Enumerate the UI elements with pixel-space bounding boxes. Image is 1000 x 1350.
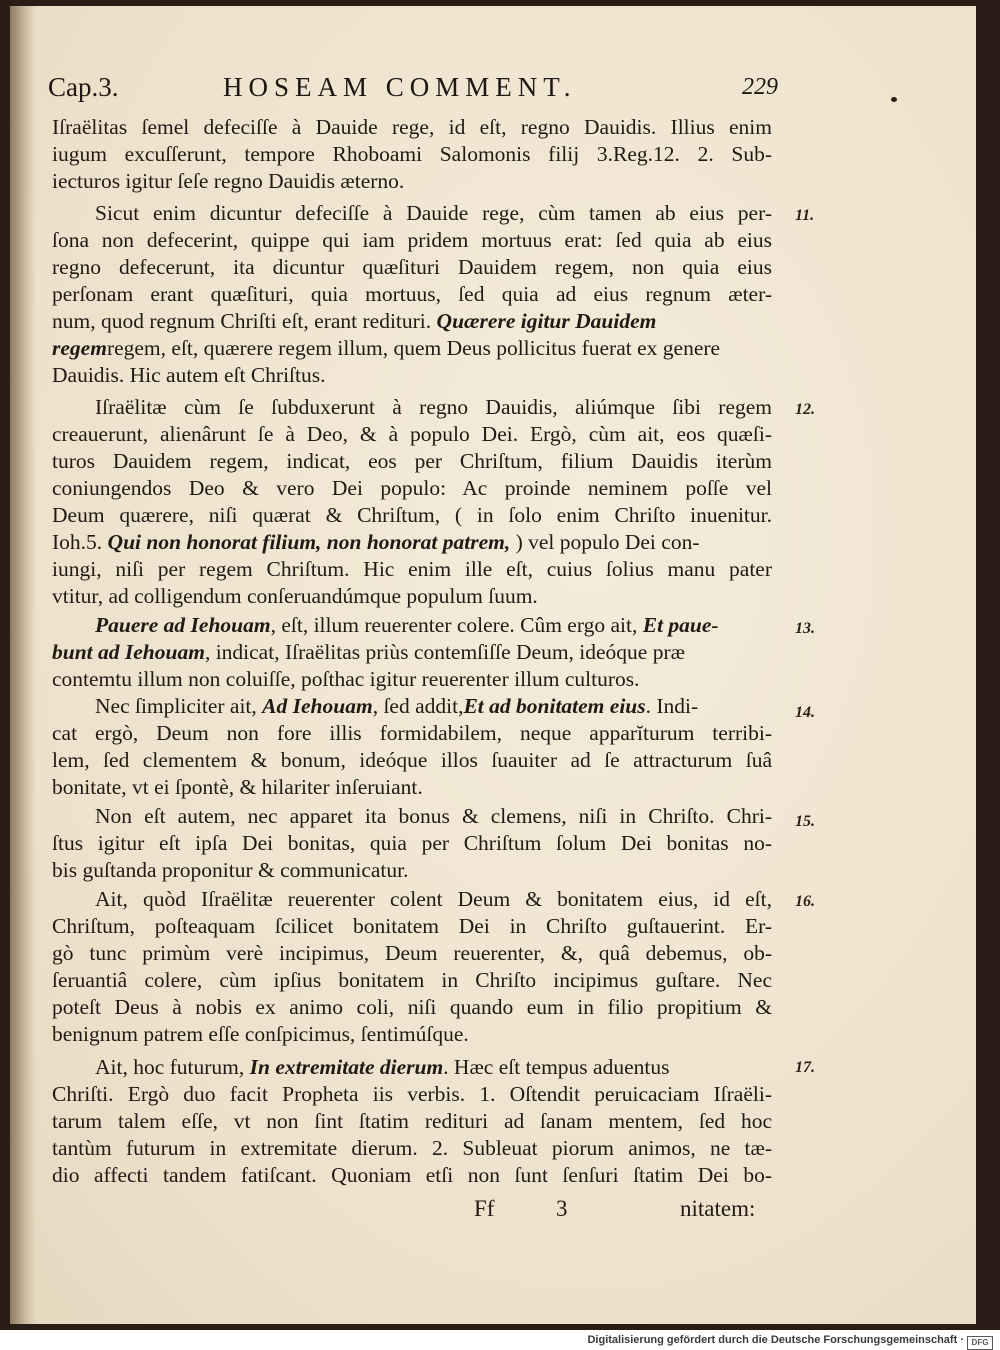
text-line: coniungendos Deo & vero Dei populo: Ac proinde neminem poſſe vel — [52, 476, 772, 500]
text-line: Chriſti. Ergò duo facit Propheta iis verbis. 1. Oſtendit peruicaciam Iſraëli- — [52, 1082, 772, 1106]
text-line: lem, ſed clementem & bonum, ideóque illos ſuauiter ad ſe attracturum ſuâ — [52, 748, 772, 772]
text-run: . Indi- — [645, 694, 699, 718]
margin-number: 13. — [795, 620, 815, 637]
text-line: turos Dauidem regem, indicat, eos per Chriſtum, filium Dauidis iterùm — [52, 449, 772, 473]
text-line: poteſt Deus à nobis ex animo coli, niſi quando eum in filio propitium & — [52, 995, 772, 1019]
margin-number: 15. — [795, 813, 815, 830]
ink-spot — [891, 97, 897, 102]
text-run: Ioh.5. — [52, 530, 103, 554]
italic-quote: bunt ad Iehouam — [52, 640, 205, 664]
text-line: contemtu illum non coluiſſe, poſthac igitur reuerenter illum culturos. — [52, 667, 640, 691]
italic-quote: Et paue- — [642, 613, 719, 637]
text-run: Ait, hoc futurum, — [95, 1055, 245, 1079]
catchword: nitatem: — [680, 1196, 756, 1221]
text-line — [95, 693, 772, 719]
page-gutter-shadow — [10, 6, 36, 1324]
italic-quote: In extremitate dierum — [249, 1055, 444, 1079]
text-run: Nec ſimpliciter ait, — [95, 694, 257, 718]
italic-quote: Quærere igitur Dauidem — [436, 309, 657, 333]
text-line: cat ergò, Deum non fore illis formidabilem, neque apparĭturum terribi- — [52, 721, 772, 745]
text-line: bonitate, vt ei ſpontè, & hilariter inſeruiant. — [52, 775, 423, 799]
text-line: iugum excuſſerunt, tempore Rhoboami Salomonis filij 3.Reg.12. 2. Sub- — [52, 142, 772, 166]
text-line — [52, 529, 772, 555]
text-line: Dauidis. Hic autem eſt Chriſtus. — [52, 363, 326, 387]
margin-number: 16. — [795, 893, 815, 910]
folio-number: 229 — [742, 74, 778, 100]
text-line — [52, 335, 772, 361]
credit-text: Digitalisierung gefördert durch die Deutsche Forschungsgemeinschaft — [587, 1334, 958, 1346]
text-line: Chriſtum, poſteaquam ſcilicet bonitatem Dei in Chriſto guſtauerint. Er- — [52, 914, 772, 938]
text-line — [52, 639, 772, 665]
text-line: perſonam erant quæſituri, quia mortuus, ſed quia ad eius regnum æter- — [52, 282, 772, 306]
margin-number: 12. — [795, 401, 815, 418]
text-line: ſeruantiâ colere, cùm ipſius bonitatem in Chriſto incipimus guſtare. Nec — [52, 968, 772, 992]
text-line: gò tunc primùm verè incipimus, Deum reuerenter, &, quâ debemus, ob- — [52, 941, 772, 965]
text-line: ſtus igitur eſt ipſa Dei bonitas, quia per Chriſtum ſolum Dei bonitas no- — [52, 831, 772, 855]
italic-quote: Qui non honorat filium, non honorat patrem, — [107, 530, 511, 554]
running-title: HOSEAM COMMENT. — [223, 72, 577, 102]
text-line: regno defecerunt, ita dicuntur quæſituri Dauidem regem, non quia eius — [52, 255, 772, 279]
text-line — [52, 308, 772, 334]
text-line: creauerunt, alienârunt ſe à Deo, & à populo Dei. Ergò, cùm ait, eos quæſi- — [52, 422, 772, 446]
text-line: tantùm futurum in extremitate dierum. 2. Subleuat piorum animos, ne tæ- — [52, 1136, 772, 1160]
margin-number: 17. — [795, 1059, 815, 1076]
digitization-credit: Digitalisierung gefördert durch die Deutsche Forschungsgemeinschaft · DFG — [575, 1334, 993, 1350]
italic-quote: Ad Iehouam — [262, 694, 373, 718]
text-line: Non eſt autem, nec apparet ita bonus & clemens, niſi in Chriſto. Chri- — [95, 804, 772, 828]
text-line: tarum talem eſſe, vt non ſint ſtatim redituri ad ſanam mentem, ſed hoc — [52, 1109, 772, 1133]
text-line: dio affecti tandem fatiſcant. Quoniam etſi non ſunt ſenſuri ſtatim Dei bo- — [52, 1163, 772, 1187]
running-header — [48, 72, 778, 106]
italic-quote: regem — [52, 336, 107, 360]
text-line: Ait, quòd Iſraëlitæ reuerenter colent Deum & bonitatem eius, id eſt, — [95, 887, 772, 911]
text-line: ſona non defecerint, quippe qui iam pridem mortuus erat: ſed quia ab eius — [52, 228, 772, 252]
text-run: , ſed addit, — [372, 694, 464, 718]
signature-mark: Ff — [474, 1196, 495, 1221]
text-line: iecturos igitur ſeſe regno Dauidis æterno. — [52, 169, 405, 193]
text-run: , indicat, Iſraëlitas priùs contemſiſſe Deum, ideóque præ — [204, 640, 685, 664]
text-run: , eſt, illum reuerenter colere. Cûm ergo ait, — [270, 613, 638, 637]
margin-number: 14. — [795, 704, 815, 721]
text-line: benignum patrem eſſe conſpicimus, ſentimúſque. — [52, 1022, 469, 1046]
chapter-label: Cap.3. — [48, 72, 119, 102]
text-run: num, quod regnum Chriſti eſt, erant redituri. — [52, 309, 432, 333]
text-line — [95, 1054, 772, 1080]
italic-quote: Et ad bonitatem eius — [463, 694, 646, 718]
text-run: . Hæc eſt tempus aduentus — [443, 1055, 670, 1079]
dfg-logo: DFG — [967, 1336, 993, 1350]
text-line: iungi, niſi per regem Chriſtum. Hic enim ille eſt, cuius ſolius manu pater — [52, 557, 772, 581]
text-line: Iſraëlitas ſemel defeciſſe à Dauide rege, id eſt, regno Dauidis. Illius enim — [52, 115, 772, 139]
text-run: regem, eſt, quærere regem illum, quem Deus pollicitus fuerat ex genere — [106, 336, 721, 360]
text-line: Sicut enim dicuntur defeciſſe à Dauide rege, cùm tamen ab eius per- — [95, 201, 772, 225]
signature-number: 3 — [556, 1196, 568, 1221]
text-run: ) vel populo Dei con- — [515, 530, 700, 554]
margin-number: 11. — [795, 207, 815, 224]
text-line: Iſraëlitæ cùm ſe ſubduxerunt à regno Dauidis, aliúmque ſibi regem — [95, 395, 772, 419]
text-line: bis guſtanda proponitur & communicatur. — [52, 858, 409, 882]
text-line — [95, 612, 772, 638]
text-line: Deum quærere, niſi quærat & Chriſtum, ( in ſolo enim Chriſto inuenitur. — [52, 503, 772, 527]
text-line: vtitur, ad colligendum conſeruandúmque populum ſuum. — [52, 584, 538, 608]
italic-quote: Pauere ad Iehouam — [95, 613, 271, 637]
